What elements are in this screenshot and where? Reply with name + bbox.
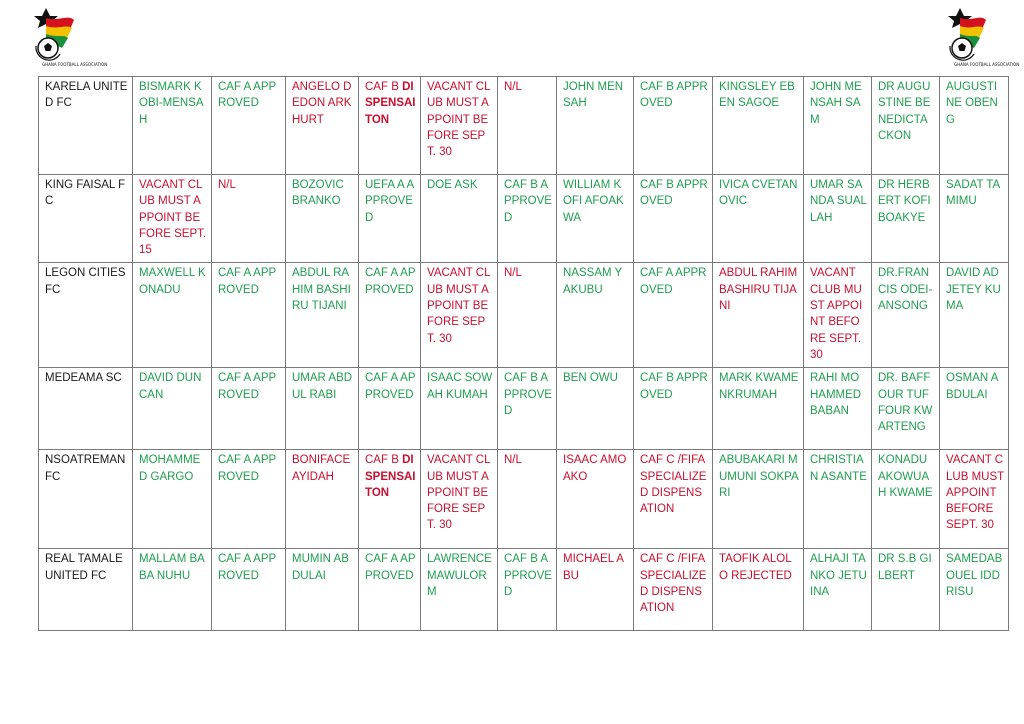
cell-text: N/L (504, 81, 522, 93)
table-cell (872, 77, 940, 175)
cell-text: MICHAEL ABU (563, 553, 624, 582)
cell-text: DR AUGUSTINE BENEDICTACKON (878, 81, 931, 142)
cell-text: NSOATREMAN FC (45, 454, 126, 483)
cell-text: KINGSLEY EBEN SAGOE (719, 81, 795, 110)
cell-text: MOHAMMED GARGO (139, 454, 201, 483)
table-cell (133, 175, 212, 263)
table-cell (804, 263, 872, 368)
table-cell (286, 175, 359, 263)
table-cell (557, 175, 634, 263)
cell-text: VACANT CLUB MUST APPOINT BEFORE SEPT. 30 (427, 267, 491, 345)
cell-text: CAF B APPROVED (640, 372, 708, 401)
cell-text: VACANT CLUB MUST APPOINT BEFORE SEPT. 30 (427, 454, 491, 532)
cell-text: WILLIAM KOFI AFOAKWA (563, 179, 624, 224)
cell-text: MUMIN ABDULAI (292, 553, 349, 582)
cell-text: LAWRENCE MAWULORM (427, 553, 492, 598)
cell-text: N/L (504, 454, 522, 467)
table-cell (713, 450, 804, 549)
cell-text: JOHN MENSAH SAM (810, 81, 862, 126)
cell-text: KING FAISAL FC (45, 179, 126, 208)
cell-text: SADAT TAMIMU (946, 179, 1001, 208)
cell-text: DR. BAFFOUR TUFFOUR KWARTENG (878, 372, 933, 434)
table-cell (359, 263, 421, 368)
table-cell (498, 450, 557, 549)
cell-text: OSMAN ABDULAI (946, 372, 999, 401)
table-cell (872, 450, 940, 549)
cell-text: CAF B APPROVED (504, 553, 552, 598)
cell-text: CAF A APPROVED (218, 553, 277, 582)
table-cell (713, 263, 804, 368)
cell-text: RAHI MOHAMMED BABAN (810, 372, 862, 417)
table-row (39, 368, 1009, 450)
table-cell (872, 549, 940, 631)
table-cell (634, 175, 713, 263)
cell-text: CAF A APPROVED (218, 81, 277, 110)
table-cell (804, 368, 872, 450)
table-row (39, 263, 1009, 368)
table-cell (804, 175, 872, 263)
table-cell (940, 77, 1009, 175)
cell-text: TAOFIK ALOLO REJECTED (719, 553, 792, 582)
table-cell (872, 263, 940, 368)
table-cell (634, 368, 713, 450)
table-cell (359, 368, 421, 450)
cell-text: VACANT CLUB MUST APPOINT BEFORE SEPT. 15 (139, 179, 207, 257)
table-cell (133, 549, 212, 631)
cell-text: CAF A APPROVED (640, 267, 707, 296)
svg-text:GHANA FOOTBALL ASSOCIATION: GHANA FOOTBALL ASSOCIATION (42, 62, 108, 67)
table-cell (286, 77, 359, 175)
table-cell (557, 450, 634, 549)
table-cell (634, 450, 713, 549)
cell-text: CHRISTIAN ASANTE (810, 454, 867, 483)
gfa-logo-right (938, 6, 1020, 70)
cell-text: DOE ASK (427, 179, 478, 191)
club-name-cell (39, 263, 133, 368)
table-cell (634, 549, 713, 631)
table-cell (212, 263, 286, 368)
table-cell (557, 77, 634, 175)
table-cell (421, 77, 498, 175)
table-cell (804, 450, 872, 549)
cell-text: CAF A APPROVED (218, 267, 277, 296)
cell-bold-text: DISPENSAITON (365, 454, 416, 499)
table-cell (940, 175, 1009, 263)
cell-text: UEFA A APPROVED (365, 179, 415, 224)
cell-text: CAF B APPROVED (640, 179, 708, 208)
table-row (39, 77, 1009, 175)
table-cell (872, 175, 940, 263)
cell-text: JOHN MENSAH (563, 81, 624, 110)
table-cell (133, 263, 212, 368)
table-cell (498, 263, 557, 368)
table-cell (286, 368, 359, 450)
cell-text: BOZOVIC BRANKO (292, 179, 344, 208)
table-cell (713, 77, 804, 175)
cell-text: ABUBAKARI MUMUNI SOKPARI (719, 454, 799, 499)
table-cell (557, 368, 634, 450)
cell-text: MEDEAMA SC (45, 372, 122, 385)
table-cell (940, 450, 1009, 549)
cell-text: DAVID DUNCAN (139, 372, 202, 401)
cell-text: CAF B APPROVED (640, 81, 708, 110)
cell-text: CAF B (365, 81, 403, 93)
table-cell (498, 77, 557, 175)
table-cell (498, 549, 557, 631)
cell-text: BEN OWU (563, 372, 618, 385)
cell-text: CAF C /FIFA SPECIALIZED DISPENSATION (640, 553, 707, 615)
cell-text: KARELA UNITED FC (45, 81, 128, 110)
cell-text: ANGELO DEDON ARKHURT (292, 81, 352, 126)
cell-text: VACANT CLUB MUST APPOINT BEFORE SEPT. 30 (946, 454, 1004, 532)
cell-text: ALHAJI TANKO JETUINA (810, 553, 867, 598)
cell-text: ISAAC SOWAH KUMAH (427, 372, 493, 401)
club-name-cell (39, 368, 133, 450)
table-cell (713, 368, 804, 450)
table-cell (940, 368, 1009, 450)
table-cell (133, 450, 212, 549)
table-cell (359, 77, 421, 175)
table-cell (498, 368, 557, 450)
cell-text: CAF B (365, 454, 403, 467)
table-cell (804, 77, 872, 175)
table-cell (940, 263, 1009, 368)
table-cell (634, 263, 713, 368)
table-cell (286, 263, 359, 368)
cell-text: BONIFACE AYIDAH (292, 454, 351, 483)
table-row (39, 175, 1009, 263)
cell-text: UMAR SANDA SUALLAH (810, 179, 867, 224)
cell-text: VACANT CLUB MUST APPOINT BEFORE SEPT. 30 (810, 267, 863, 361)
club-coaches-table (38, 76, 1009, 631)
cell-text: ABDUL RAHIM BASHIRU TIJANI (292, 267, 351, 313)
cell-text: DR S.B GILBERT (878, 553, 932, 582)
cell-text: CAF A APPROVED (218, 454, 277, 483)
cell-text: UMAR ABDUL RABI (292, 372, 353, 401)
table-cell (212, 368, 286, 450)
cell-text: DR.FRANCIS ODEI-ANSONG (878, 267, 933, 313)
table-cell (872, 368, 940, 450)
cell-text: MARK KWAME NKRUMAH (719, 372, 799, 401)
cell-text: CAF B APPROVED (504, 179, 552, 224)
table-cell (713, 549, 804, 631)
cell-text: ABDUL RAHIM BASHIRU TIJANI (719, 267, 798, 313)
cell-text: MALLAM BABA NUHU (139, 553, 205, 582)
table-cell (133, 77, 212, 175)
table-cell (421, 549, 498, 631)
table-row (39, 450, 1009, 549)
table-cell (634, 77, 713, 175)
cell-text: BISMARK KOBI-MENSAH (139, 81, 204, 126)
table-cell (804, 549, 872, 631)
svg-text:GHANA FOOTBALL ASSOCIATION: GHANA FOOTBALL ASSOCIATION (954, 62, 1020, 67)
cell-text: MAXWELL KONADU (139, 267, 206, 296)
cell-text: IVICA CVETANOVIC (719, 179, 798, 208)
club-name-cell (39, 175, 133, 263)
cell-text: DAVID ADJETEY KUMA (946, 267, 1001, 313)
table-cell (557, 263, 634, 368)
cell-text: LEGON CITIES FC (45, 267, 126, 296)
gfa-logo-left (28, 6, 108, 70)
club-name-cell (39, 77, 133, 175)
cell-text: N/L (504, 267, 522, 280)
cell-text: N/L (218, 179, 236, 191)
table-cell (359, 175, 421, 263)
table-cell (212, 450, 286, 549)
cell-text: NASSAM YAKUBU (563, 267, 623, 296)
cell-text: KONADU AKOWUAH KWAME (878, 454, 933, 499)
table-cell (940, 549, 1009, 631)
table-cell (133, 368, 212, 450)
cell-text: SAMEDABOUEL IDDRISU (946, 553, 1003, 598)
cell-text: CAF C /FIFA SPECIALIZED DISPENSATION (640, 454, 707, 516)
cell-text: CAF A APPROVED (218, 372, 277, 401)
table-cell (498, 175, 557, 263)
table-cell (359, 450, 421, 549)
cell-text: CAF B APPROVED (504, 372, 552, 417)
cell-text: CAF A APPROVED (365, 267, 416, 296)
table-cell (421, 450, 498, 549)
table-cell (421, 263, 498, 368)
cell-text: CAF A APPROVED (365, 372, 416, 401)
table-cell (212, 175, 286, 263)
table-cell (557, 549, 634, 631)
table-cell (286, 549, 359, 631)
cell-text: AUGUSTINE OBENG (946, 81, 998, 126)
club-name-cell (39, 549, 133, 631)
table-row (39, 549, 1009, 631)
table-cell (713, 175, 804, 263)
club-name-cell (39, 450, 133, 549)
cell-text: CAF A APPROVED (365, 553, 416, 582)
cell-bold-text: DISPENSAITON (365, 81, 416, 126)
table-cell (212, 549, 286, 631)
table-cell (359, 549, 421, 631)
table-cell (212, 77, 286, 175)
cell-text: ISAAC AMOAKO (563, 454, 627, 483)
cell-text: VACANT CLUB MUST APPOINT BEFORE SEPT. 30 (427, 81, 491, 159)
cell-text: REAL TAMALE UNITED FC (45, 553, 123, 582)
table-cell (286, 450, 359, 549)
cell-text: DR HERBERT KOFI BOAKYE (878, 179, 931, 224)
table-cell (421, 368, 498, 450)
table-cell (421, 175, 498, 263)
